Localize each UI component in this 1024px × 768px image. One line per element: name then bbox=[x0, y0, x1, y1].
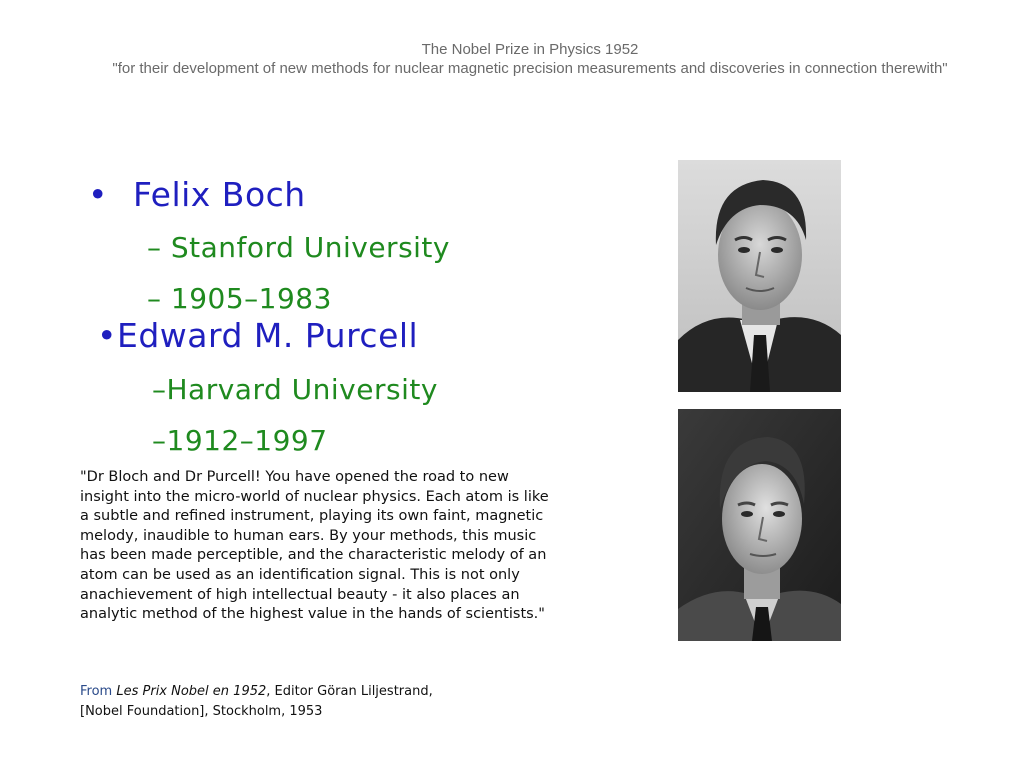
laureate-2-university: –Harvard University bbox=[152, 373, 438, 406]
laureate-2-name-line bbox=[97, 316, 418, 355]
quote-text: "Dr Bloch and Dr Purcell! You have opened the road to new insight into the micro-world of nuclear physics. Each atom is like a subtle and refined instrument, playing its own faint, magnetic melody, inaudible to human ears. By your methods, this music has been made perceptible, and the characteristic melody of an atom can be used as an identification signal. This is not only anachievement of high intellectual beauty - it also places an analytic method of the highest value in the hands of scientists." bbox=[80, 469, 549, 623]
prize-citation: "for their development of new methods for nuclear magnetic precision measurements and discoveries in connection therewith" bbox=[112, 60, 948, 77]
portrait-felix-bloch bbox=[678, 160, 841, 392]
nobel-quote bbox=[80, 468, 550, 625]
bullet-icon: • bbox=[88, 175, 108, 214]
portrait-edward-purcell bbox=[678, 409, 841, 641]
source-citation bbox=[80, 682, 550, 722]
source-publisher: [Nobel Foundation], Stockholm, 1953 bbox=[80, 704, 323, 719]
laureate-1-name: Felix Boch bbox=[132, 175, 306, 214]
source-from-label: From bbox=[80, 684, 113, 699]
laureate-2-name: Edward M. Purcell bbox=[116, 316, 419, 355]
laureate-1-years: – 1905–1983 bbox=[147, 282, 332, 315]
laureate-1-name-line bbox=[88, 175, 306, 214]
bullet-icon: • bbox=[97, 316, 117, 355]
prize-title: The Nobel Prize in Physics 1952 bbox=[421, 41, 639, 58]
source-book-title: Les Prix Nobel en 1952 bbox=[116, 684, 267, 699]
source-editor: , Editor Göran Liljestrand, bbox=[266, 684, 433, 699]
laureate-1-university: – Stanford University bbox=[147, 231, 450, 264]
laureate-2-years: –1912–1997 bbox=[152, 424, 328, 457]
page-header bbox=[100, 40, 960, 78]
